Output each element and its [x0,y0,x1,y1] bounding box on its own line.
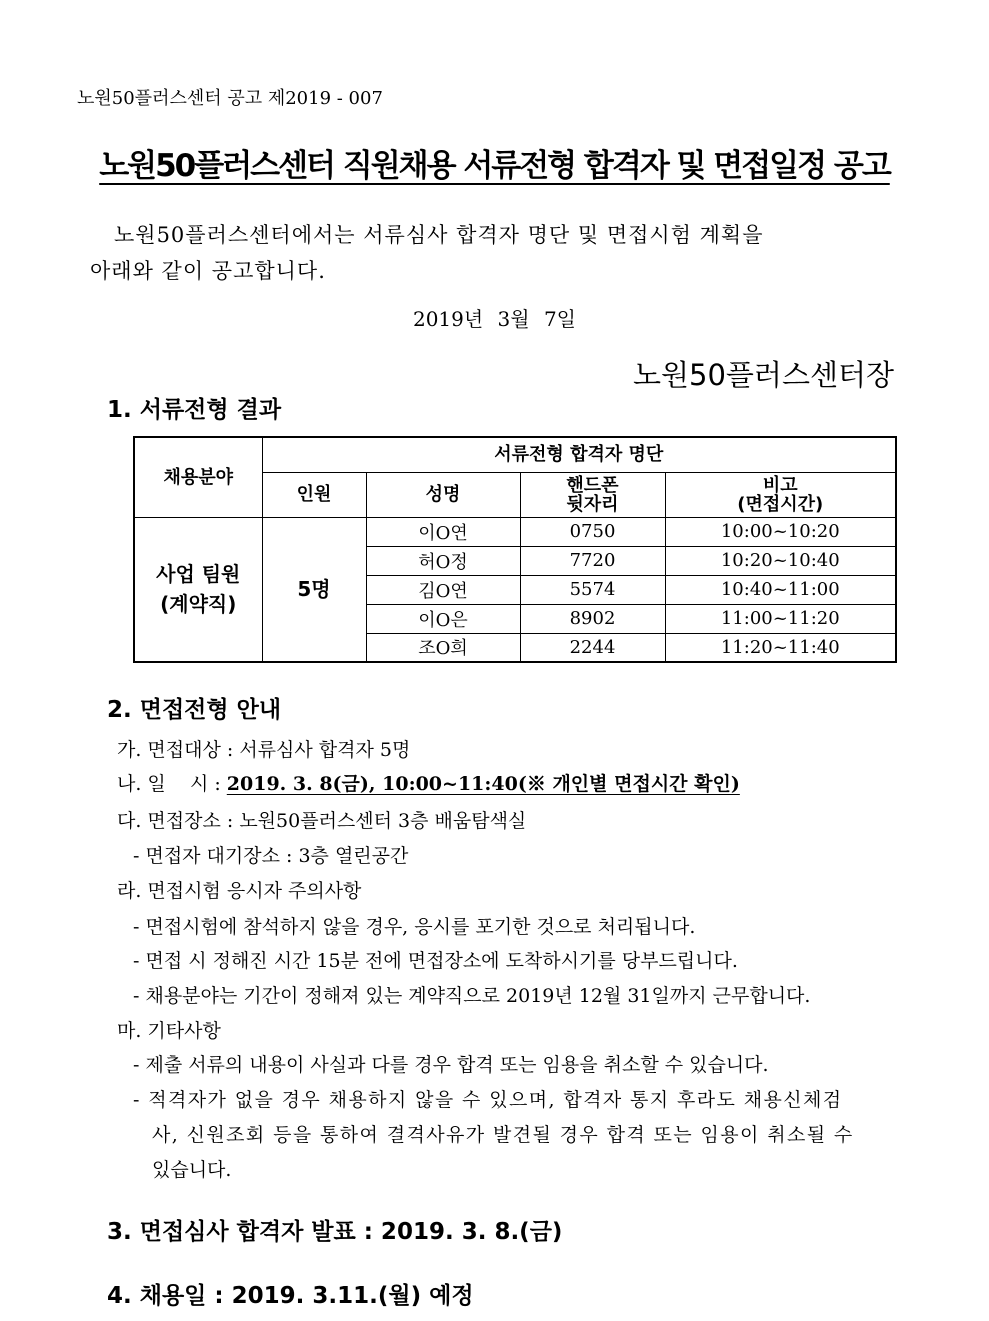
section-1-heading: 1. 서류전형 결과 [107,397,282,423]
schedule-label: 나. 일 시 : [117,773,227,795]
applicant-name: 허O정 [366,546,520,575]
other-note-item: - 제출 서류의 내용이 사실과 다를 경우 합격 또는 임용을 취소할 수 있습니다. [133,1054,769,1076]
interview-target: 가. 면접대상 : 서류심사 합격자 5명 [117,739,411,761]
phone-last-digits: 5574 [520,575,665,604]
applicant-name: 조O희 [366,633,520,662]
phone-last-digits: 2244 [520,633,665,662]
intro-line-2: 아래와 같이 공고합니다. [90,259,326,283]
applicant-name: 이O은 [366,604,520,633]
header-name: 성명 [366,472,520,517]
interview-time: 10:00~10:20 [665,517,896,546]
section-4-heading: 4. 채용일 : 2019. 3.11.(월) 예정 [107,1283,474,1309]
field-cell [134,517,262,662]
field-line2: (계약직) [160,592,237,617]
interview-location: 다. 면접장소 : 노원50플러스센터 3층 배움탐색실 [117,810,527,832]
table-row [134,517,896,546]
count-cell: 5명 [262,517,366,662]
field-line1: 사업 팀원 [156,562,241,587]
header-note-line2: (면접시간) [737,493,824,515]
phone-last-digits: 8902 [520,604,665,633]
section-3-heading: 3. 면접심사 합격자 발표 : 2019. 3. 8.(금) [107,1219,563,1245]
notice-number: 노원50플러스센터 공고 제2019 - 007 [77,88,383,109]
header-phone-line1: 핸드폰 [566,474,619,496]
header-group: 서류전형 합격자 명단 [262,437,896,472]
header-note-line1: 비고 [762,474,798,496]
applicant-name: 김O연 [366,575,520,604]
other-notes-heading: 마. 기타사항 [117,1020,221,1042]
intro-line-1: 노원50플러스센터에서는 서류심사 합격자 명단 및 면접시험 계획을 [114,223,764,247]
other-note-continuation: 사, 신원조회 등을 통하여 결격사유가 발견될 경우 합격 또는 임용이 취소될 수 [152,1124,854,1146]
header-phone-line2: 뒷자리 [566,493,619,515]
results-table [133,436,897,663]
precaution-item: - 채용분야는 기간이 정해져 있는 계약직으로 2019년 12월 31일까지 근무합니다. [133,985,811,1007]
waiting-area: - 면접자 대기장소 : 3층 열린공간 [133,845,409,867]
other-note-continuation: 있습니다. [152,1159,232,1181]
precaution-item: - 면접 시 정해진 시간 15분 전에 면접장소에 도착하시기를 당부드립니다. [133,950,738,972]
header-count: 인원 [262,472,366,517]
notice-date: 2019년 3월 7일 [412,307,577,331]
header-field: 채용분야 [134,437,262,517]
applicant-name: 이O연 [366,517,520,546]
interview-time: 10:40~11:00 [665,575,896,604]
interview-schedule [117,769,740,796]
interview-time: 10:20~10:40 [665,546,896,575]
other-note-item: - 적격자가 없을 경우 채용하지 않을 수 있으며, 합격자 통지 후라도 채용신체검 [133,1089,843,1111]
schedule-value: 2019. 3. 8(금), 10:00~11:40(※ 개인별 면접시간 확인) [226,773,740,795]
interview-time: 11:20~11:40 [665,633,896,662]
page-title: 노원50플러스센터 직원채용 서류전형 합격자 및 면접일정 공고 [99,148,890,184]
issuer: 노원50플러스센터장 [632,358,894,392]
section-2-heading: 2. 면접전형 안내 [107,697,282,723]
precautions-heading: 라. 면접시험 응시자 주의사항 [117,880,362,902]
header-note [665,472,896,517]
phone-last-digits: 0750 [520,517,665,546]
interview-time: 11:00~11:20 [665,604,896,633]
phone-last-digits: 7720 [520,546,665,575]
precaution-item: - 면접시험에 참석하지 않을 경우, 응시를 포기한 것으로 처리됩니다. [133,916,696,938]
header-phone [520,472,665,517]
